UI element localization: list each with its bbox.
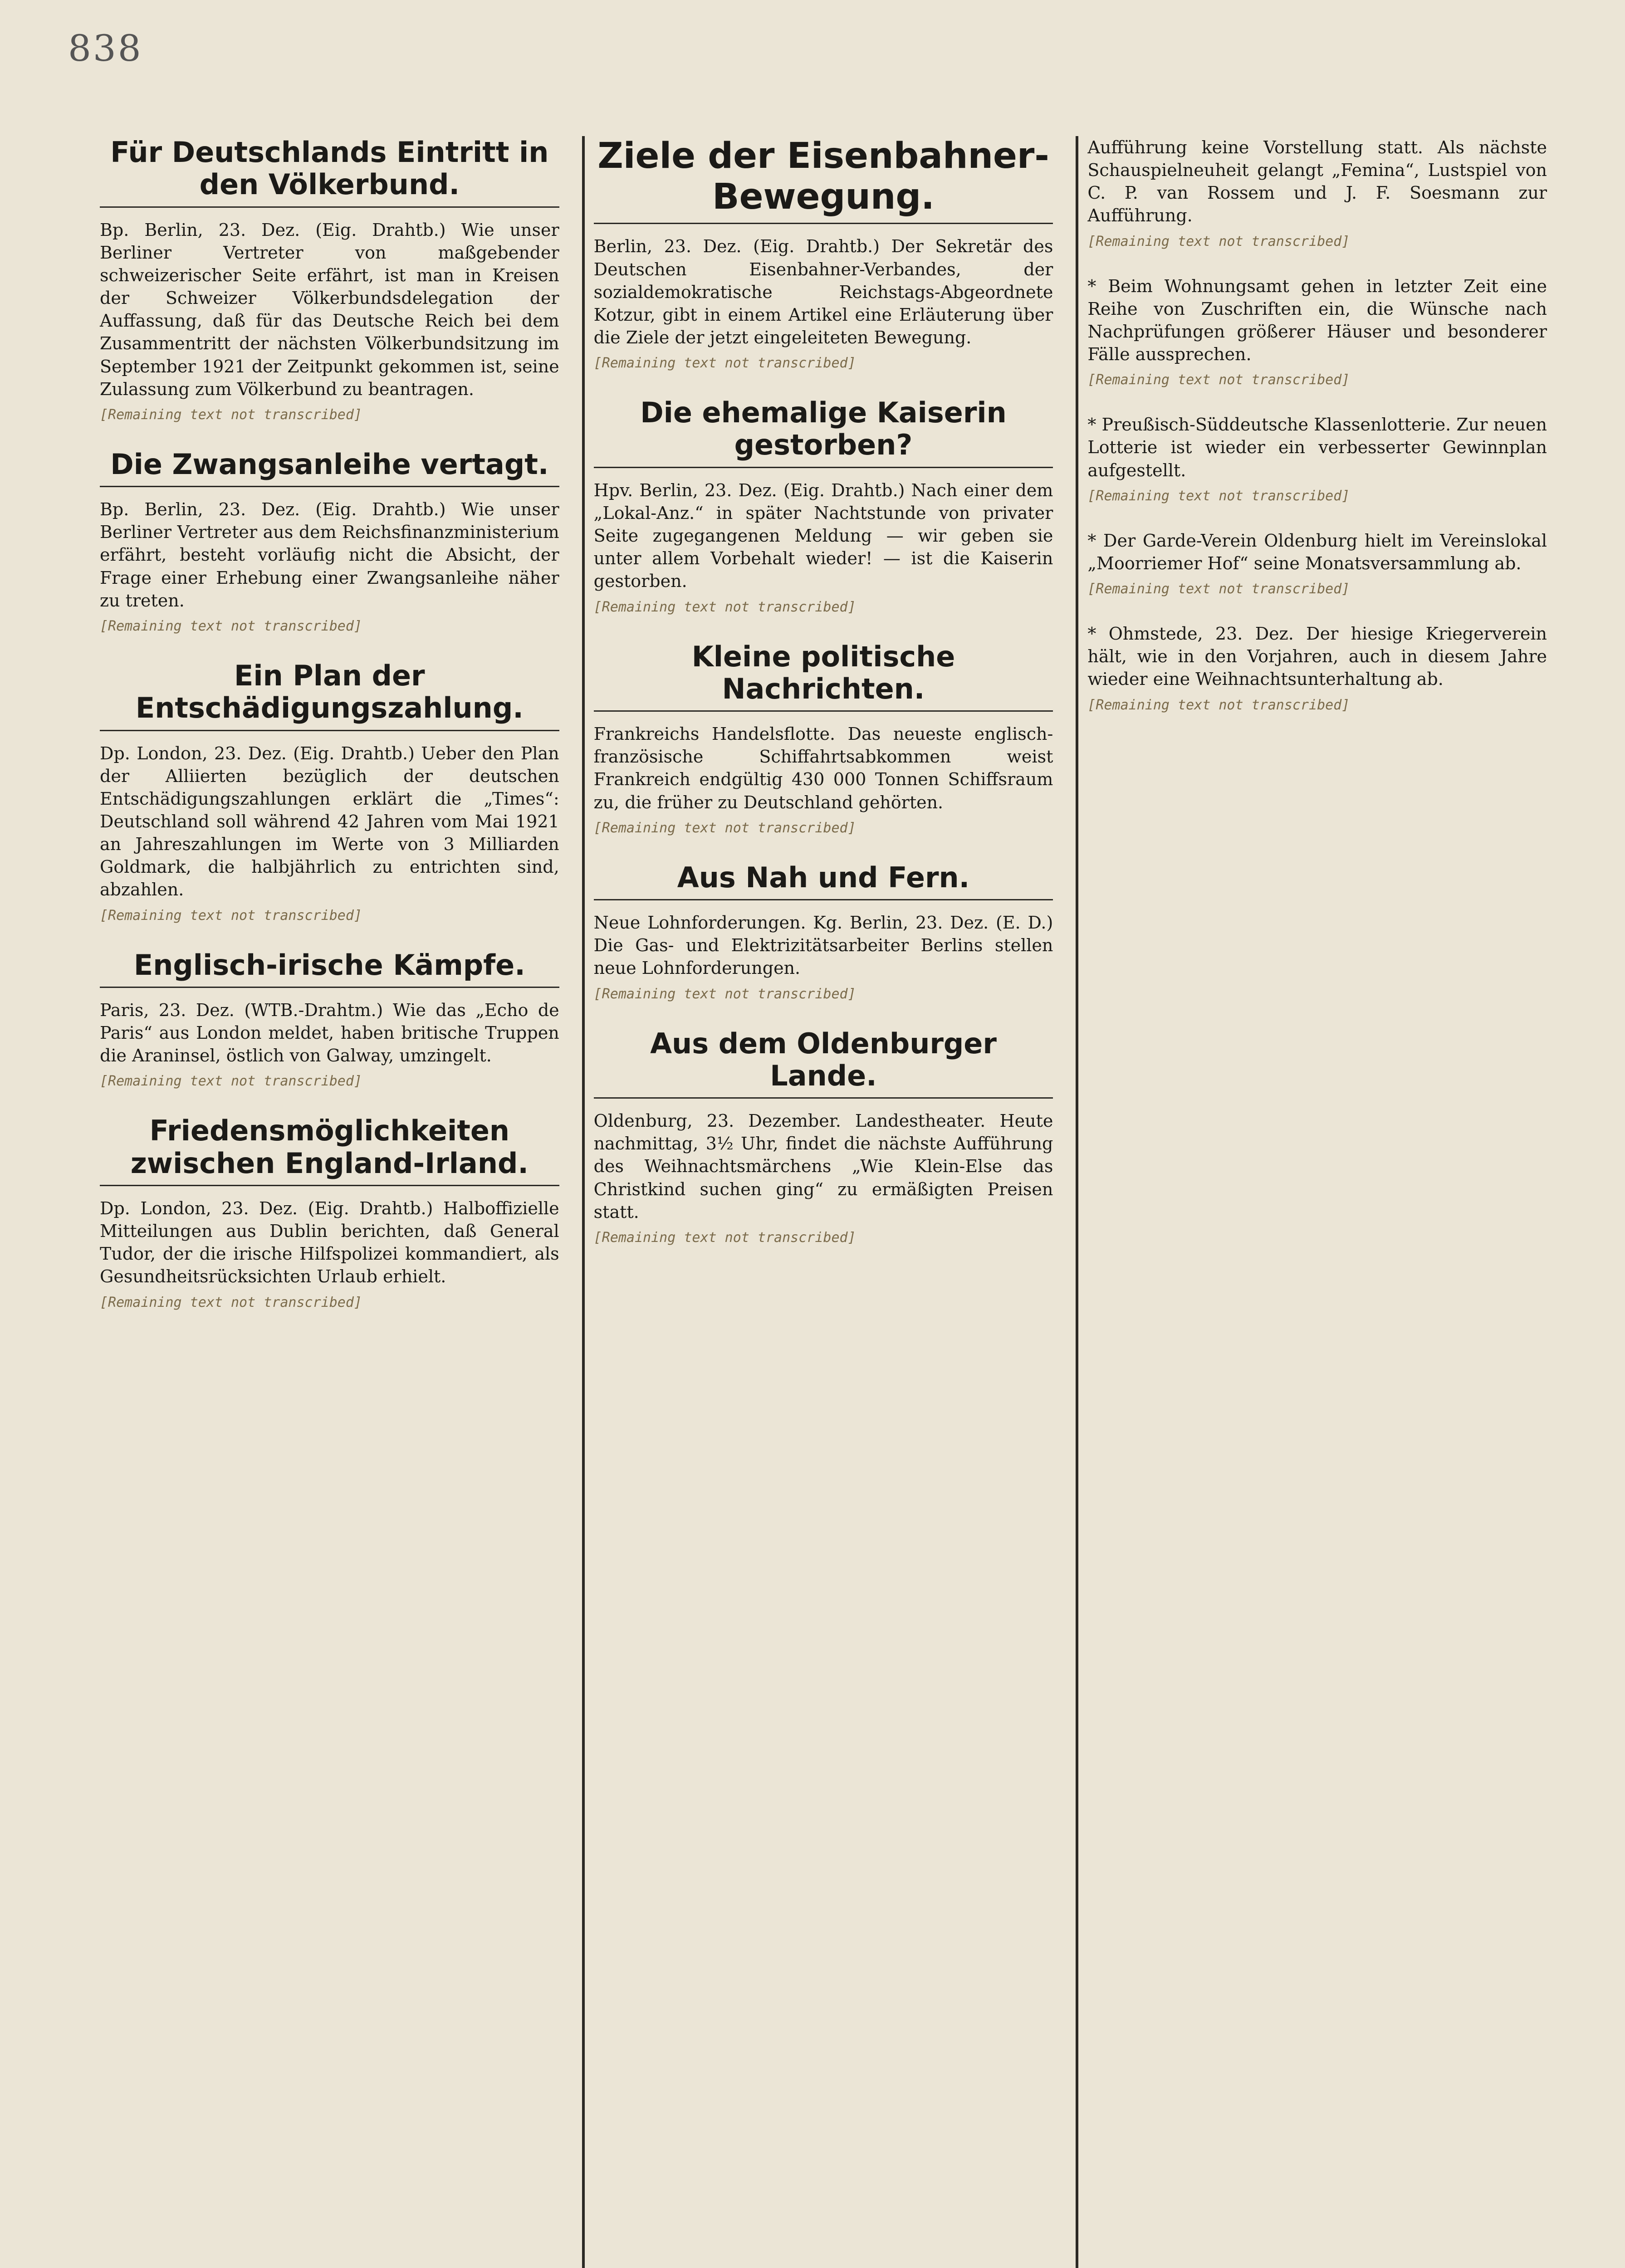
article xyxy=(100,448,559,634)
article xyxy=(1087,136,1547,249)
article-headline: Aus Nah und Fern. xyxy=(594,861,1053,900)
transcription-note: [Remaining text not transcribed] xyxy=(1087,488,1350,504)
article-body: Berlin, 23. Dez. (Eig. Drahtb.) Der Sekretär des Deutschen Eisenbahner-Verbandes, der sozialdemokratische Reichstags-Abgeordnete Kotzur, gibt in einem Artikel eine Erläuterung über die Ziele der jetzt eingeleiteten Bewegung. xyxy=(593,236,1053,347)
transcription-note: [Remaining text not transcribed] xyxy=(1087,581,1350,597)
article-headline: Ziele der Eisenbahner-Bewegung. xyxy=(594,136,1053,224)
article-body: * Preußisch-Süddeutsche Klassenlotterie. Zur neuen Lotterie ist wieder ein verbesserter Gewinnplan aufgestellt. xyxy=(1087,415,1547,480)
article-body: Frankreichs Handelsflotte. Das neueste englisch-französische Schiffahrtsabkommen weist Frankreich endgültig 430 000 Tonnen Schiffsraum zu, die früher zu Deutschland gehörten. xyxy=(593,724,1053,812)
transcription-note: [Remaining text not transcribed] xyxy=(593,986,856,1002)
transcription-note: [Remaining text not transcribed] xyxy=(593,1229,856,1246)
article xyxy=(1087,529,1547,597)
article-headline: Friedensmöglichkeiten zwischen England-Irland. xyxy=(100,1114,559,1186)
article xyxy=(1087,275,1547,388)
article xyxy=(1087,413,1547,503)
columns xyxy=(91,136,1556,2268)
article xyxy=(594,640,1053,836)
page-number: 838 xyxy=(68,27,143,69)
article-body: Paris, 23. Dez. (WTB.-Drahtm.) Wie das „Echo de Paris“ aus London meldet, haben britische Truppen die Araninsel, östlich von Galway, umzingelt. xyxy=(100,1000,559,1066)
transcription-note: [Remaining text not transcribed] xyxy=(100,1073,362,1090)
transcription-note: [Remaining text not transcribed] xyxy=(1087,372,1350,388)
article-body: Hpv. Berlin, 23. Dez. (Eig. Drahtb.) Nach einer dem „Lokal-Anz.“ in später Nachtstunde von privater Seite zugegangenen Meldung — wir geben sie unter allem Vorbehalt wieder! — ist die Kaiserin gestorben. xyxy=(593,480,1053,591)
article-headline: Die ehemalige Kaiserin gestorben? xyxy=(594,396,1053,468)
article-body: Dp. London, 23. Dez. (Eig. Drahtb.) Ueber den Plan der Alliierten bezüglich der deutschen Entschädigungszahlungen erklärt die „Times“: Deutschland soll während 42 Jahren vom Mai 1921 an Jahreszahlungen im Werte von 3 Milliarden Goldmark, die halbjährlich zu entrichten sind, abzahlen. xyxy=(100,743,559,900)
transcription-note: [Remaining text not transcribed] xyxy=(100,406,362,423)
article-body: * Der Garde-Verein Oldenburg hielt im Vereinslokal „Moorriemer Hof“ seine Monatsversammlung ab. xyxy=(1087,530,1547,573)
article-headline: Englisch-irische Kämpfe. xyxy=(100,949,559,988)
article-headline: Ein Plan der Entschädigungszahlung. xyxy=(100,660,559,731)
transcription-note: [Remaining text not transcribed] xyxy=(1087,697,1350,713)
column-3 xyxy=(1076,136,1556,2268)
article-headline: Aus dem Oldenburger Lande. xyxy=(594,1027,1053,1099)
article-body: Bp. Berlin, 23. Dez. (Eig. Drahtb.) Wie unser Berliner Vertreter von maßgebender schweizerischer Seite erfährt, ist man in Kreisen der Schweizer Völkerbundsdelegation der Auffassung, daß für das Deutsche Reich bei dem Zusammentritt der nächsten Völkerbundsitzung im September 1921 der Zeitpunkt gekommen ist, seine Zulassung zum Völkerbund zu beantragen. xyxy=(100,220,559,399)
article-body: * Ohmstede, 23. Dez. Der hiesige Kriegerverein hält, wie in den Vorjahren, auch in diesem Jahre wieder eine Weihnachtsunterhaltung ab. xyxy=(1087,624,1547,689)
transcription-note: [Remaining text not transcribed] xyxy=(100,907,362,924)
article xyxy=(594,861,1053,1002)
article-body: Oldenburg, 23. Dezember. Landestheater. Heute nachmittag, 3½ Uhr, findet die nächste Aufführung des Weihnachtsmärchens „Wie Klein-Else das Christkind suchen ging“ zu ermäßigten Preisen statt. xyxy=(593,1111,1053,1222)
column-1 xyxy=(91,136,568,2268)
article xyxy=(1087,622,1547,713)
article xyxy=(594,396,1053,615)
article xyxy=(594,1027,1053,1246)
transcription-note: [Remaining text not transcribed] xyxy=(593,355,856,371)
transcription-note: [Remaining text not transcribed] xyxy=(593,599,856,615)
article-headline: Für Deutschlands Eintritt in den Völkerbund. xyxy=(100,136,559,208)
article xyxy=(100,136,559,423)
transcription-note: [Remaining text not transcribed] xyxy=(593,820,856,836)
article-body: Dp. London, 23. Dez. (Eig. Drahtb.) Halboffizielle Mitteilungen aus Dublin berichten, daß General Tudor, der die irische Hilfspolizei kommandiert, als Gesundheitsrücksichten Urlaub erhielt. xyxy=(100,1198,559,1287)
article xyxy=(100,1114,559,1310)
column-2 xyxy=(582,136,1062,2268)
article xyxy=(594,136,1053,371)
transcription-note: [Remaining text not transcribed] xyxy=(100,1294,362,1310)
article xyxy=(100,949,559,1090)
article-body: Neue Lohnforderungen. Kg. Berlin, 23. Dez. (E. D.) Die Gas- und Elektrizitätsarbeiter Berlins stellen neue Lohnforderungen. xyxy=(593,913,1053,978)
article-body: Bp. Berlin, 23. Dez. (Eig. Drahtb.) Wie unser Berliner Vertreter aus dem Reichsfinanzministerium erfährt, besteht vorläufig nicht die Absicht, der Frage einer Erhebung einer Zwangsanleihe näher zu treten. xyxy=(100,499,559,611)
article-body: * Beim Wohnungsamt gehen in letzter Zeit eine Reihe von Zuschriften ein, die Wünsche nach Nachprüfungen größerer Häuser und besonderer Fälle aussprechen. xyxy=(1087,276,1547,365)
article-headline: Die Zwangsanleihe vertagt. xyxy=(100,448,559,487)
transcription-note: [Remaining text not transcribed] xyxy=(1087,233,1350,249)
article xyxy=(100,660,559,924)
article-body: Aufführung keine Vorstellung statt. Als nächste Schauspielneuheit gelangt „Femina“, Lustspiel von C. P. van Rossem und J. F. Soesmann zur Aufführung. xyxy=(1087,137,1547,226)
transcription-note: [Remaining text not transcribed] xyxy=(100,618,362,634)
article-headline: Kleine politische Nachrichten. xyxy=(594,640,1053,712)
